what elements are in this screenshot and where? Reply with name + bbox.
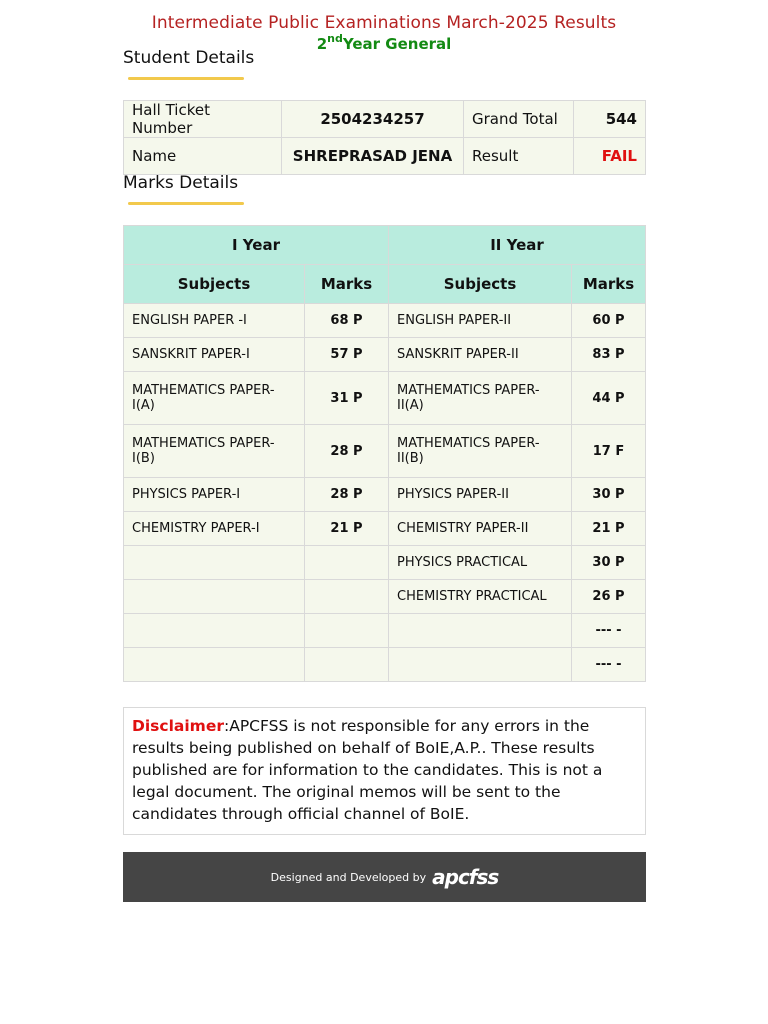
marks-cell xyxy=(305,546,389,580)
result-label: Result xyxy=(464,138,574,175)
subject-cell: CHEMISTRY PAPER-II xyxy=(389,512,572,546)
footer-bar xyxy=(123,852,646,902)
marks-cell: 31 P xyxy=(305,372,389,425)
subject-cell: CHEMISTRY PRACTICAL xyxy=(389,580,572,614)
marks-cell: --- - xyxy=(572,648,646,682)
marks-cell: 21 P xyxy=(305,512,389,546)
year-suffix: nd xyxy=(327,32,343,45)
table-row xyxy=(124,580,646,614)
year1-header: I Year xyxy=(124,226,389,265)
marks-cell: 21 P xyxy=(572,512,646,546)
table-row xyxy=(124,372,646,425)
subject-cell: MATHEMATICS PAPER-II(B) xyxy=(389,425,572,478)
table-row xyxy=(124,546,646,580)
marks-table xyxy=(123,225,646,682)
year-header-row xyxy=(124,226,646,265)
marks-cell: 30 P xyxy=(572,478,646,512)
student-details-underline xyxy=(128,77,244,80)
table-row xyxy=(124,338,646,372)
student-details-table xyxy=(123,100,646,175)
marks-cell xyxy=(305,614,389,648)
subject-cell xyxy=(389,614,572,648)
marks-cell: 83 P xyxy=(572,338,646,372)
marks-details-underline xyxy=(128,202,244,205)
marks-header-2: Marks xyxy=(572,265,646,304)
result-value: FAIL xyxy=(574,138,646,175)
table-row xyxy=(124,478,646,512)
subject-cell xyxy=(389,648,572,682)
marks-cell xyxy=(305,580,389,614)
marks-cell xyxy=(305,648,389,682)
marks-cell: 28 P xyxy=(305,425,389,478)
subject-cell: CHEMISTRY PAPER-I xyxy=(124,512,305,546)
page-subtitle xyxy=(0,33,768,53)
subject-cell xyxy=(124,546,305,580)
table-row xyxy=(124,512,646,546)
subject-cell: SANSKRIT PAPER-II xyxy=(389,338,572,372)
subjects-header-2: Subjects xyxy=(389,265,572,304)
subject-cell: MATHEMATICS PAPER-I(B) xyxy=(124,425,305,478)
marks-cell: 28 P xyxy=(305,478,389,512)
subject-cell: PHYSICS PAPER-I xyxy=(124,478,305,512)
table-row xyxy=(124,101,646,138)
subject-cell: ENGLISH PAPER-II xyxy=(389,304,572,338)
grand-total-value: 544 xyxy=(574,101,646,138)
hall-ticket-value: 2504234257 xyxy=(282,101,464,138)
year-number: 2 xyxy=(316,35,328,53)
marks-details-heading: Marks Details xyxy=(123,173,239,193)
table-row xyxy=(124,138,646,175)
marks-cell: 44 P xyxy=(572,372,646,425)
year2-header: II Year xyxy=(389,226,646,265)
table-row xyxy=(124,614,646,648)
subject-cell xyxy=(124,614,305,648)
subject-cell: PHYSICS PAPER-II xyxy=(389,478,572,512)
marks-cell: 68 P xyxy=(305,304,389,338)
marks-cell: 57 P xyxy=(305,338,389,372)
page-title: Intermediate Public Examinations March-2025 Results xyxy=(151,13,617,33)
subject-cell xyxy=(124,648,305,682)
subject-cell xyxy=(124,580,305,614)
marks-cell: 26 P xyxy=(572,580,646,614)
subjects-header-1: Subjects xyxy=(124,265,305,304)
subject-cell: SANSKRIT PAPER-I xyxy=(124,338,305,372)
subject-cell: MATHEMATICS PAPER-II(A) xyxy=(389,372,572,425)
year-type: Year General xyxy=(342,35,452,53)
marks-cell: --- - xyxy=(572,614,646,648)
table-row xyxy=(124,648,646,682)
disclaimer-box xyxy=(123,707,646,835)
grand-total-label: Grand Total xyxy=(464,101,574,138)
disclaimer-label: Disclaimer xyxy=(132,717,224,735)
footer-credit: Designed and Developed by xyxy=(270,870,427,884)
name-label: Name xyxy=(124,138,282,175)
subject-cell: PHYSICS PRACTICAL xyxy=(389,546,572,580)
marks-cell: 60 P xyxy=(572,304,646,338)
apcfss-logo: apcfss xyxy=(432,865,499,889)
marks-cell: 30 P xyxy=(572,546,646,580)
marks-cell: 17 F xyxy=(572,425,646,478)
disclaimer-text: :APCFSS is not responsible for any errors in the results being published on behalf of BoIE,A.P.. These results published are for information to the candidates. This is not a legal document. The original memos will be sent to the candidates through official channel of BoIE. xyxy=(132,717,603,823)
subject-cell: MATHEMATICS PAPER-I(A) xyxy=(124,372,305,425)
column-header-row xyxy=(124,265,646,304)
hall-ticket-label: Hall Ticket Number xyxy=(124,101,282,138)
subject-cell: ENGLISH PAPER -I xyxy=(124,304,305,338)
marks-header-1: Marks xyxy=(305,265,389,304)
table-row xyxy=(124,425,646,478)
student-details-heading: Student Details xyxy=(123,48,255,68)
name-value: SHREPRASAD JENA xyxy=(282,138,464,175)
table-row xyxy=(124,304,646,338)
